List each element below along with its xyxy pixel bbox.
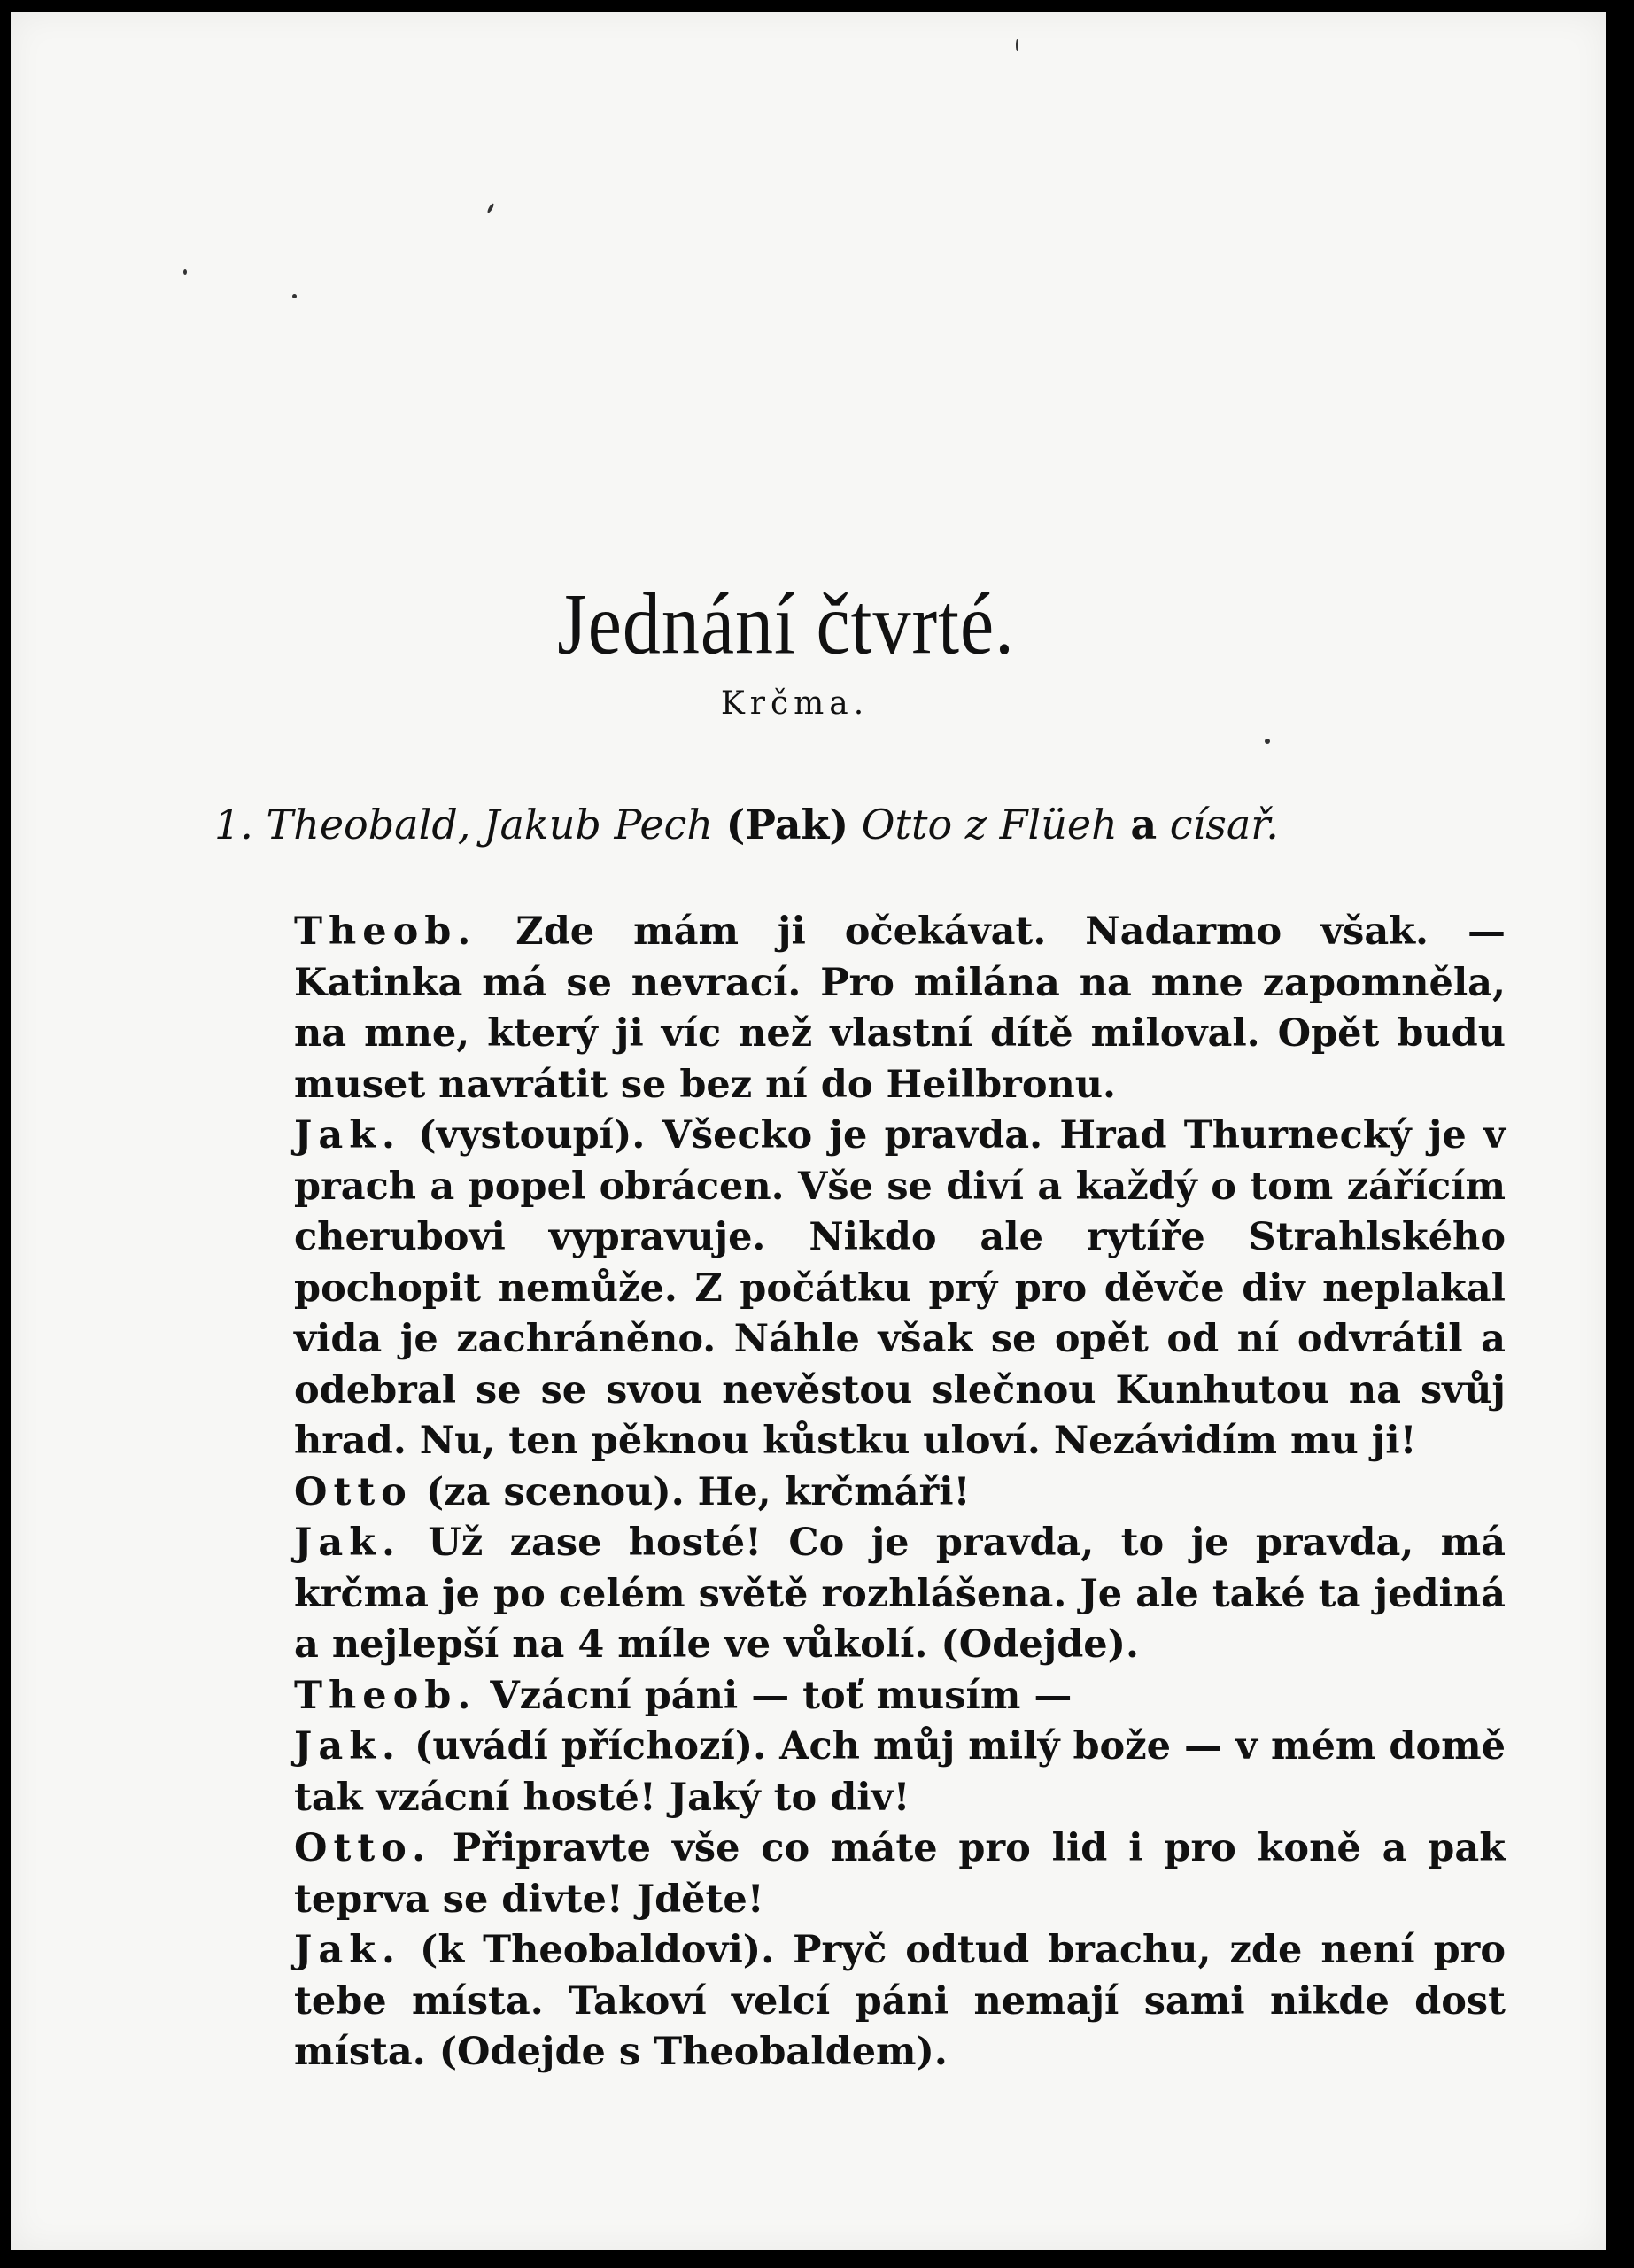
- speaker-name: Otto.: [294, 1826, 432, 1870]
- dialogue-line: [186, 907, 1506, 1111]
- ink-speck: [183, 269, 187, 275]
- speaker-name: Theob.: [294, 910, 477, 954]
- scene-heading: [214, 801, 1279, 848]
- line-text: Vzácní páni — toť musím —: [476, 1673, 1073, 1718]
- dialogue-line: [186, 1722, 1506, 1823]
- speaker-name: Otto: [294, 1469, 413, 1514]
- chapter-subtitle: Krčma.: [720, 685, 870, 722]
- ink-speck: [1016, 39, 1018, 51]
- dialogue-line: [186, 1925, 1506, 2078]
- scene-conjunction: a: [1130, 801, 1158, 848]
- chapter-title: Jednání čtvrté.: [557, 574, 1015, 673]
- dialogue-line: [186, 1823, 1506, 1925]
- scene-characters: Theobald, Jakub Pech: [266, 801, 713, 848]
- scene-characters-2: Otto z Flüeh: [861, 801, 1118, 848]
- speaker-name: Jak.: [294, 1113, 401, 1157]
- dialogue-body: [186, 907, 1506, 2078]
- ink-speck: [292, 294, 297, 298]
- dialogue-line: [186, 1111, 1506, 1467]
- scene-note: (Pak): [725, 801, 849, 848]
- line-text: (k Theobaldovi). Pryč odtud brachu, zde není pro tebe místa. Takoví velcí páni nemají sami nikde dost místa. (Odejde s Theobaldem).: [294, 1928, 1506, 2074]
- ink-speck: [486, 203, 494, 213]
- book-page: [11, 12, 1606, 2250]
- dialogue-line: [186, 1671, 1506, 1722]
- scene-characters-3: císař.: [1169, 801, 1279, 848]
- line-text: (uvádí příchozí). Ach můj milý bože — v mém domě tak vzácní hosté! Jaký to div!: [294, 1724, 1506, 1820]
- speaker-name: Jak.: [294, 1521, 401, 1565]
- dialogue-line: [186, 1467, 1506, 1519]
- line-text: Připravte vše co máte pro lid i pro koně a pak teprva se divte! Jděte!: [294, 1826, 1506, 1922]
- speaker-name: Jak.: [294, 1928, 401, 1972]
- line-text: Už zase hosté! Co je pravda, to je pravda, má krčma je po celém světě rozhlášena. Je ale také ta jediná a nejlepší na 4 míle ve vůkolí. (Odejde).: [294, 1521, 1506, 1667]
- line-text: Zde mám ji očekávat. Nadarmo však. — Katinka má se nevrací. Pro milána na mne zapomněla, na mne, který ji víc než vlastní dítě miloval. Opět budu muset navrátit se bez ní do Heilbronu.: [294, 910, 1506, 1107]
- dialogue-line: [186, 1518, 1506, 1671]
- speaker-name: Theob.: [294, 1673, 477, 1718]
- line-text: (za scenou). He, krčmáři!: [412, 1469, 971, 1514]
- speaker-name: Jak.: [294, 1724, 401, 1769]
- ink-speck: [1265, 739, 1270, 744]
- scene-number: 1.: [214, 801, 253, 848]
- line-text: (vystoupí). Všecko je pravda. Hrad Thurnecký je v prach a popel obrácen. Vše se diví a každý o tom zářícím cherubovi vypravuje. Nikdo ale rytíře Strahlského pochopit nemůže. Z počátku prý pro děvče div neplakal vida je zachráněno. Náhle však se opět od ní odvrátil a odebral se se svou nevěstou slečnou Kunhutou na svůj hrad. Nu, ten pěknou kůstku uloví. Nezávidím mu ji!: [294, 1113, 1506, 1463]
